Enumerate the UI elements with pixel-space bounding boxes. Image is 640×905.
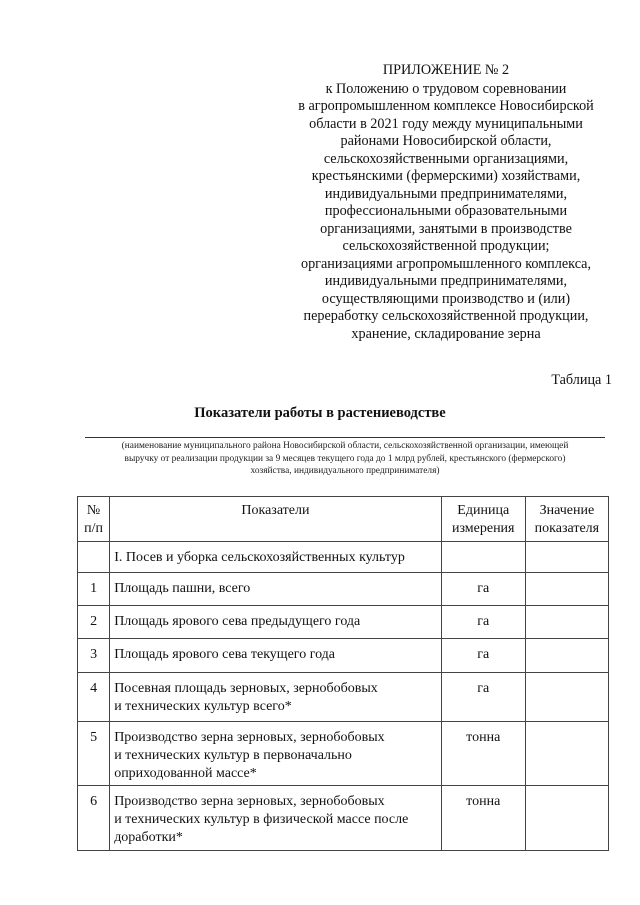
cell-indicator	[110, 573, 442, 606]
cell-value[interactable]	[525, 722, 608, 786]
cell-unit: га	[441, 639, 525, 673]
cell-unit: га	[441, 573, 525, 606]
indicator-line: и технических культур в первоначально	[114, 748, 352, 763]
annex-block	[276, 62, 616, 343]
table-header-row	[78, 497, 609, 542]
cell-value[interactable]	[525, 673, 608, 722]
fill-in-caption	[78, 440, 612, 478]
header-value-line: Значение	[539, 503, 595, 518]
annex-line: в агропромышленном комплексе Новосибирской	[298, 98, 594, 114]
fill-in-line	[85, 437, 605, 438]
table-row	[78, 673, 609, 722]
cell-indicator	[110, 606, 442, 639]
header-unit	[441, 497, 525, 542]
cell-num: 1	[78, 573, 110, 606]
cell-unit	[441, 542, 525, 573]
cell-value[interactable]	[525, 786, 608, 851]
cell-num: 3	[78, 639, 110, 673]
indicator-line: Площадь пашни, всего	[114, 581, 251, 596]
cell-num: 2	[78, 606, 110, 639]
header-num	[78, 497, 110, 542]
cell-unit: тонна	[441, 722, 525, 786]
cell-value[interactable]	[525, 606, 608, 639]
table-row	[78, 606, 609, 639]
indicator-line: Производство зерна зерновых, зернобобовых	[114, 730, 385, 745]
table-row	[78, 786, 609, 851]
indicators-table	[77, 496, 609, 851]
indicator-line: доработки*	[114, 830, 183, 845]
header-unit-line: Единица	[457, 503, 510, 518]
annex-line: организациями, занятыми в производстве	[320, 220, 572, 237]
cell-indicator	[110, 639, 442, 673]
cell-unit: тонна	[441, 786, 525, 851]
annex-line: организациями агропромышленного комплекса,	[300, 255, 592, 272]
annex-line: области в 2021 году между муниципальными	[309, 115, 583, 132]
annex-line: сельскохозяйственной продукции;	[342, 238, 550, 254]
header-unit-line: измерения	[451, 521, 515, 536]
annex-line: переработку сельскохозяйственной продукции,	[303, 308, 589, 324]
header-num-line: п/п	[84, 521, 104, 536]
table-label: Таблица 1	[551, 372, 612, 388]
indicator-line: оприходованной массе*	[114, 766, 257, 781]
indicator-line: и технических культур всего*	[114, 699, 292, 714]
cell-indicator	[110, 673, 442, 722]
annex-line: к Положению о трудовом соревновании	[325, 80, 567, 97]
annex-line: индивидуальными предпринимателями,	[324, 273, 568, 289]
cell-num	[78, 542, 110, 573]
section-row	[78, 542, 609, 573]
document-title: Показатели работы в растениеводстве	[194, 405, 446, 421]
table-row	[78, 722, 609, 786]
cell-unit: га	[441, 673, 525, 722]
annex-line: профессиональными образовательными	[324, 203, 568, 219]
section-title: I. Посев и уборка сельскохозяйственных культур	[110, 542, 442, 573]
indicator-line: Площадь ярового сева текущего года	[114, 647, 336, 662]
cell-num: 4	[78, 673, 110, 722]
cell-value[interactable]	[525, 639, 608, 673]
annex-line: хранение, складирование зерна	[351, 325, 541, 342]
annex-line: районами Новосибирской области,	[340, 133, 552, 149]
indicator-line: Производство зерна зерновых, зернобобовых	[114, 794, 385, 809]
cell-unit: га	[441, 606, 525, 639]
annex-title: ПРИЛОЖЕНИЕ № 2	[382, 62, 510, 78]
table-row	[78, 639, 609, 673]
indicator-line: Посевная площадь зерновых, зернобобовых	[114, 681, 378, 696]
header-value	[525, 497, 608, 542]
caption-line: хозяйства, индивидуального предпринимателя)	[250, 466, 440, 476]
indicator-line: Площадь ярового сева предыдущего года	[114, 614, 361, 629]
annex-line: сельскохозяйственными организациями,	[323, 150, 569, 167]
cell-num: 5	[78, 722, 110, 786]
annex-line: индивидуальными предпринимателями,	[324, 185, 568, 202]
table-row	[78, 573, 609, 606]
cell-indicator	[110, 722, 442, 786]
caption-line: выручку от реализации продукции за 9 месяцев текущего года до 1 млрд рублей, крестьянского (фермерского)	[124, 453, 566, 464]
cell-value[interactable]	[525, 573, 608, 606]
cell-value[interactable]	[525, 542, 608, 573]
annex-line: осуществляющими производство и (или)	[321, 290, 571, 307]
annex-line: крестьянскими (фермерскими) хозяйствами,	[311, 168, 581, 184]
cell-num: 6	[78, 786, 110, 851]
caption-line: (наименование муниципального района Новосибирской области, сельскохозяйственной организации, имеющей	[121, 441, 569, 451]
indicator-line: и технических культур в физической массе после	[114, 812, 409, 827]
cell-indicator	[110, 786, 442, 851]
header-indicator: Показатели	[110, 497, 442, 542]
header-num-line: №	[86, 503, 101, 518]
header-value-line: показателя	[534, 521, 600, 536]
